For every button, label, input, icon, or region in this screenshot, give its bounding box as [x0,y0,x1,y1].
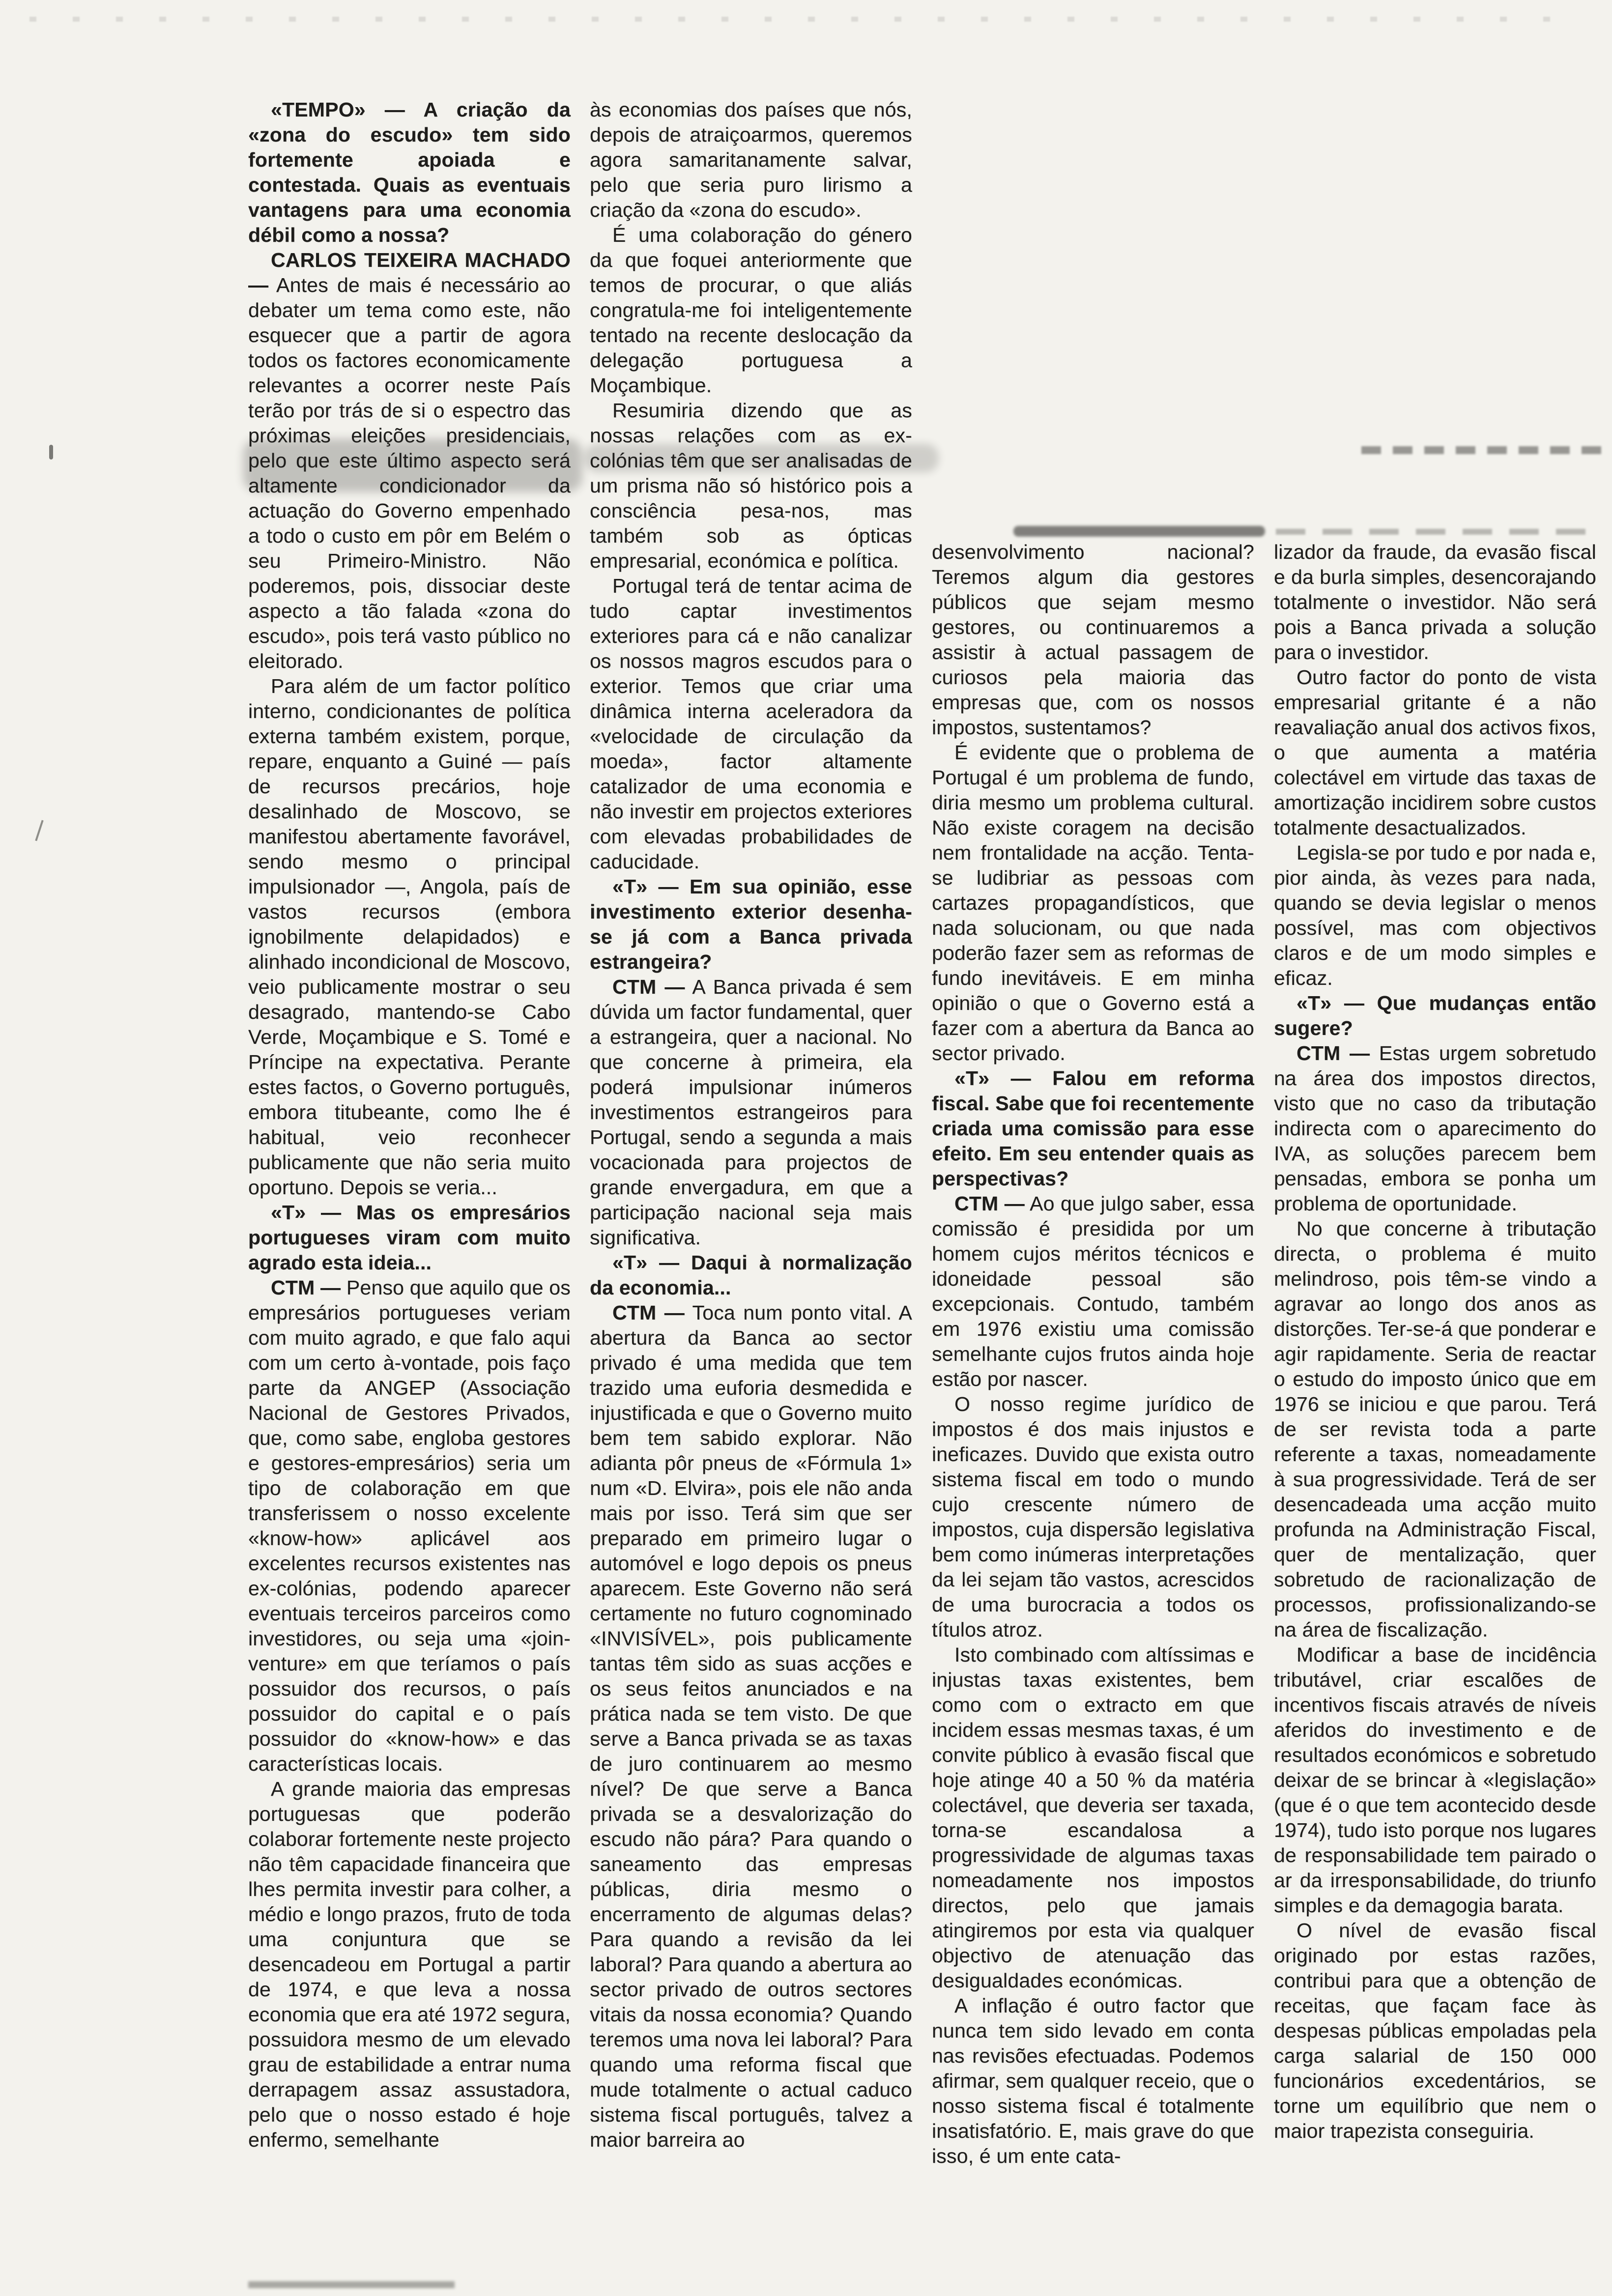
answer-text: Penso que aquilo que os empresários portugueses veriam com muito agrado, e que falo aqui com um certo à-vontade, pois faço parte da ANGEP (Associação Nacional de Gestores Privados, que, como sabe, engloba gestores e gestores-empresários) seria um tipo de colaboração em que transferissem o nosso excelente «know-how» aplicável aos excelentes recursos existentes nas ex-colónias, podendo aparecer eventuais terceiros parceiros como investidores, ou seja uma «join-venture» em que teríamos o país possuidor dos recursos, o país possuidor do capital e o país possuidor do «know-how» e das características locais. [248,1276,571,1775]
interviewee-answer [248,1275,571,1777]
interviewee-answer [932,1993,1254,2169]
speaker-label: CARLOS TEIXEIRA MACHADO — [248,249,571,296]
answer-text: Portugal terá de tentar acima de tudo captar investimentos exteriores para cá e não canalizar os nossos magros escudos para o exterior. Temos que criar uma dinâmica interna aceleradora da «velocidade de circulação da moeda», factor altamente catalizador de uma economia e não investir em projectos exteriores com elevadas probabilidades de caducidade. [590,574,912,873]
interviewee-answer [932,740,1254,1066]
interviewee-answer [932,1191,1254,1392]
interviewee-answer [932,1642,1254,1993]
article-column-1 [248,97,571,2152]
answer-text: Modificar a base de incidência tributável, criar escalões de incentivos fiscais através de níveis aferidos do investimento e de resultados económicos e sobretudo deixar de se brincar à «legislação» (que é o que tem acontecido desde 1974), tudo isto porque nos lugares de responsabilidade tem pairado o ar da irresponsabilidade, do triunfo simples e da demagogia barata. [1274,1643,1596,1917]
interviewer-question [590,1250,912,1300]
answer-text: desenvolvimento nacional? Teremos algum dia gestores públicos que sejam mesmo gestores, ou continuaremos a assistir à actual passagem de curiosos pela maioria das empresas que, com os nossos impostos, sustentamos? [932,541,1254,739]
answer-text: No que concerne à tributação directa, o problema é muito melindroso, pois têm-se vindo a agravar ao longo dos anos as distorções. Ter-se-á que ponderar e agir rapidamente. Seria de reactar o estudo do imposto único que em 1976 se iniciou e que parou. Terá de ser revista toda a parte referente a taxas, nomeadamente à sua progressividade. Terá de ser desencadeada uma acção muito profunda na Administração Fiscal, quer de mentalização, quer sobretudo de racionalização de processos, profissionalizando-se na área de fiscalização. [1274,1217,1596,1641]
interviewer-question [932,1066,1254,1191]
answer-text: Outro factor do ponto de vista empresarial gritante é a não reavaliação anual dos activos fixos, o que aumenta a matéria colectável em virtude das taxas de amortização incidirem sobre custos totalmente desactualizados. [1274,666,1596,839]
answer-text: Estas urgem sobretudo na área dos impostos directos, visto que no caso da tributação indirecta com o aparecimento do IVA, as soluções parecem bem pensadas, embora se ponha um problema de oportunidade. [1274,1042,1597,1215]
scan-artifact [1276,529,1594,535]
answer-text: Isto combinado com altíssimas e injustas taxas existentes, bem como com o extracto em que incidem essas mesmas taxas, é um convite público à evasão fiscal que hoje atinge 40 a 50 % da matéria colectável, que deveria ser taxada, torna-se escandalosa a progressividade de algumas taxas nomeadamente nos impostos directos, pelo que jamais atingiremos por esta via qualquer objectivo de atenuação das desigualdades económicas. [932,1643,1254,1992]
answer-text: Toca num ponto vital. A abertura da Banca ao sector privado é uma medida que tem trazido uma euforia desmedida e injustificada e que o Governo muito bem tem sabido explorar. Não adianta pôr pneus de «Fórmula 1» num «D. Elvira», pois ele não anda mais por isso. Terá sim que ser preparado em primeiro lugar o automóvel e logo depois os pneus aparecem. Este Governo não será certamente no futuro cognominado «INVISÍVEL», pois publicamente tantas têm sido as suas acções e os seus feitos anunciados e na prática nada se tem visto. De que serve a Banca privada se as taxas de juro continuarem ao mesmo nível? De que serve a Banca privada se a desvalorização do escudo não pára? Para quando o saneamento das empresas públicas, diria mesmo o encerramento de algumas delas? Para quando a revisão da lei laboral? Para quando a abertura ao sector privado de outros sectores vitais da nossa economia? Quando teremos uma nova lei laboral? Para quando uma reforma fiscal que mude totalmente o actual caduco sistema fiscal português, talvez a maior barreira ao [590,1301,912,2151]
answer-text: A inflação é outro factor que nunca tem sido levado em conta nas revisões efectuadas. Podemos afirmar, sem qualquer receio, que o nosso sistema fiscal é totalmente insatisfatório. E, mais grave do que isso, é um ente cata- [932,1994,1254,2167]
interviewee-answer [1274,540,1596,665]
scan-artifact [35,820,43,841]
answer-text: às economias dos países que nós, depois de atraiçoarmos, queremos agora samaritanamente salvar, pelo que seria puro lirismo a criação da «zona do escudo». [590,98,912,221]
scan-artifact [248,2281,455,2288]
interviewer-question [1274,991,1596,1041]
article-column-3 [932,540,1254,2169]
answer-text: É uma colaboração do género da que foquei anteriormente que temos de procurar, o que aliás congratula-me foi inteligentemente tentado na recente deslocação da delegação portuguesa a Moçambique. [590,224,912,397]
speaker-label: CTM — [612,1301,685,1324]
question-text: «TEMPO» — A criação da «zona do escudo» tem sido fortemente apoiada e contestada. Quais as eventuais vantagens para uma economia débil como a nossa? [248,98,571,246]
article-column-2 [590,97,912,2152]
speaker-label: CTM — [1296,1042,1370,1064]
interviewer-question [248,97,571,248]
interviewee-answer [1274,1216,1596,1642]
answer-text: lizador da fraude, da evasão fiscal e da burla simples, desencorajando totalmente o investidor. Não será pois a Banca privada a solução para o investidor. [1274,541,1596,663]
question-text: «T» — Daqui à normalização da economia... [590,1251,912,1299]
question-text: «T» — Falou em reforma fiscal. Sabe que foi recentemente criada uma comissão para esse efeito. Em seu entender quais as perspectivas? [932,1067,1254,1190]
scan-artifact [29,17,1583,22]
interviewee-answer [248,1777,571,2152]
interviewer-question [248,1200,571,1275]
interviewee-answer [590,398,912,574]
scan-artifact [1361,446,1602,454]
interviewee-answer [590,97,912,223]
speaker-label: CTM — [612,976,685,998]
interviewee-answer [590,574,912,874]
interviewee-answer [1274,665,1596,840]
answer-text: A Banca privada é sem dúvida um factor fundamental, quer a estrangeira, quer a nacional. No que concerne à primeira, ela poderá impulsionar inúmeros investimentos estrangeiros para Portugal, sendo a segunda a mais vocacionada para projectos de grande envergadura, em que a participação nacional seja mais significativa. [590,976,912,1249]
interviewee-answer [1274,1918,1596,2144]
speaker-label: CTM — [271,1276,341,1299]
question-text: «T» — Que mudanças então sugere? [1274,992,1596,1039]
interviewee-answer [932,1392,1254,1642]
answer-text: É evidente que o problema de Portugal é um problema de fundo, diria mesmo um problema cultural. Não existe coragem na decisão nem frontalidade na acção. Tenta-se ludibriar as pessoas com cartazes propagandísticos, que nada solucionam, ou que nada poderão fazer sem as reformas de fundo inevitáveis. E em minha opinião o que o Governo está a fazer com a abertura da Banca ao sector privado. [932,741,1254,1064]
interviewee-answer [248,674,571,1200]
interviewee-answer [590,975,912,1250]
interviewer-question [590,874,912,975]
question-text: «T» — Em sua opinião, esse investimento exterior desenha-se já com a Banca privada estrangeira? [590,875,912,973]
interviewee-answer [590,1300,912,2152]
scan-artifact [49,445,53,459]
interviewee-answer [590,223,912,398]
speaker-label: CTM — [954,1192,1025,1215]
interviewee-answer [1274,840,1596,991]
interviewee-answer [1274,1041,1596,1216]
answer-text: O nível de evasão fiscal originado por estas razões, contribui para que a obtenção de receitas, que façam face às despesas públicas empoladas pela carga salarial de 150 000 funcionários excedentários, se torne um equilíbrio que nem o maior trapezista conseguiria. [1274,1919,1596,2142]
interviewee-answer [1274,1642,1596,1918]
answer-text: A grande maioria das empresas portuguesas que poderão colaborar fortemente neste projecto não têm capacidade financeira que lhes permita investir para colher, a médio e longo prazos, fruto de toda uma conjuntura que se desencadeou em Portugal a partir de 1974, e que leva a nossa economia que era até 1972 segura, possuidora mesmo de um elevado grau de estabilidade a entrar numa derrapagem assaz assustadora, pelo que o nosso estado é hoje enfermo, semelhante [248,1778,571,2151]
interviewee-answer [248,248,571,674]
answer-text: Resumiria dizendo que as nossas relações com as ex-colónias têm que ser analisadas de um prisma não só histórico pois a consciência pesa-nos, mas também sob as ópticas empresarial, económica e política. [590,399,912,572]
answer-text: O nosso regime jurídico de impostos é dos mais injustos e ineficazes. Duvido que exista outro sistema fiscal em todo o mundo cujo crescente número de impostos, cuja dispersão legislativa bem como inúmeras interpretações da lei sejam tão vastos, acrescidos de uma burocracia a todos os títulos atroz. [932,1393,1254,1641]
answer-text: Legisla-se por tudo e por nada e, pior ainda, às vezes para nada, quando se devia legislar o menos possível, mas com objectivos claros e de um modo simples e eficaz. [1274,841,1596,989]
answer-text: Para além de um factor político interno, condicionantes de política externa também existem, porque, repare, enquanto a Guiné — país de recursos precários, hoje desalinhado de Moscovo, se manifestou abertamente favorável, sendo mesmo o principal impulsionador —, Angola, país de vastos recursos (embora ignobilmente delapidados) e alinhado incondicional de Moscovo, veio publicamente mostrar o seu desagrado, mantendo-se Cabo Verde, Moçambique e S. Tomé e Príncipe na expectativa. Perante estes factos, o Governo português, embora titubeante, como lhe é habitual, veio reconhecer publicamente que não seria muito oportuno. Depois se veria... [248,675,571,1199]
scan-artifact [1013,526,1265,537]
answer-text: Ao que julgo saber, essa comissão é presidida por um homem cujos méritos técnicos e idoneidade pessoal são excepcionais. Contudo, também em 1976 existiu uma comissão semelhante cujos frutos ainda hoje estão por nascer. [932,1192,1254,1390]
interviewee-answer [932,540,1254,740]
answer-text: Antes de mais é necessário ao debater um tema como este, não esquecer que a partir de agora todos os factores economicamente relevantes a ocorrer neste País terão por trás de si o espectro das próximas eleições presidenciais, pelo que este último aspecto será altamente condicionador da actuação do Governo empenhado a todo o custo em pôr em Belém o seu Primeiro-Ministro. Não poderemos, pois, dissociar deste aspecto a tão falada «zona do escudo», pois terá vasto público no eleitorado. [248,274,571,672]
article-column-4 [1274,540,1596,2144]
question-text: «T» — Mas os empresários portugueses viram com muito agrado esta ideia... [248,1201,571,1274]
